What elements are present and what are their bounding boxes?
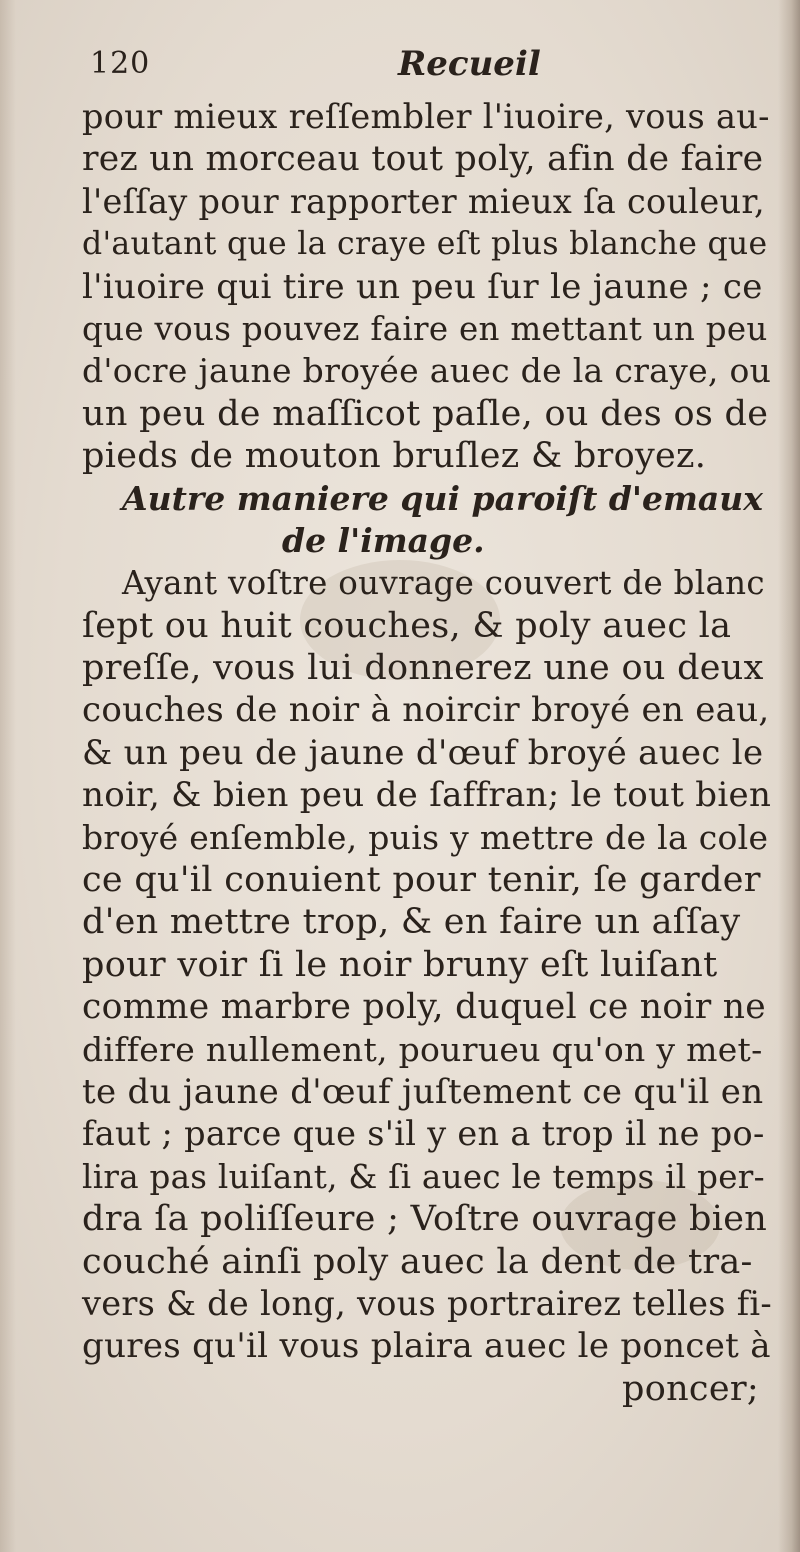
text-line: noir, & bien peu de ſaffran; le tout bien — [82, 775, 772, 816]
text-line: pour voir ſi le noir bruny eſt luiſant — [82, 944, 718, 985]
text-line: pieds de mouton bruſlez & broyez. — [82, 436, 707, 477]
running-head: Recueil — [398, 44, 541, 84]
catchword: poncer; — [622, 1368, 759, 1409]
text-line: pour mieux reſſembler l'iuoire, vous au- — [82, 97, 770, 136]
text-line: lira pas luiſant, & ſi auec le temps il per- — [82, 1157, 765, 1196]
text-line: d'en mettre trop, & en faire un aſſay — [82, 902, 741, 943]
text-line: & un peu de jaune d'œuf broyé auec le — [82, 732, 764, 773]
text-line: faut ; parce que s'il y en a trop il ne po- — [82, 1114, 765, 1154]
text-line: ce qu'il conuient pour tenir, ſe garder — [82, 860, 761, 901]
text-line: couches de noir à noircir broyé en eau, — [82, 690, 770, 731]
text-line: Ayant voſtre ouvrage couvert de blanc — [122, 564, 765, 603]
text-line: rez un morceau tout poly, afin de faire — [82, 139, 764, 180]
section-heading: Autre maniere qui paroiſt d'emaux — [122, 478, 763, 518]
text-line: preſſe, vous lui donnerez une ou deux — [82, 648, 764, 689]
text-line: broyé enſemble, puis y mettre de la cole — [82, 817, 769, 857]
text-line: d'ocre jaune broyée auec de la craye, ou — [82, 351, 772, 391]
section-heading-continued: de l'image. — [282, 520, 485, 560]
text-line: d'autant que la craye eſt plus blanche que — [82, 226, 768, 263]
text-line: couché ainſi poly auec la dent de tra- — [82, 1241, 753, 1282]
text-line: ſept ou huit couches, & poly auec la — [82, 605, 732, 646]
text-line: gures qu'il vous plaira auec le poncet à — [82, 1326, 771, 1367]
text-line: vers & de long, vous portrairez telles fi- — [82, 1283, 773, 1323]
page-header — [90, 40, 740, 96]
text-line: dra ſa poliſſeure ; Voſtre ouvrage bien — [82, 1199, 768, 1240]
page-left-shadow — [0, 0, 16, 1552]
text-line: l'eſſay pour rapporter mieux ſa couleur, — [82, 181, 765, 221]
text-line: l'iuoire qui tire un peu ſur le jaune ; ce — [82, 266, 763, 307]
text-line: differe nullement, pourueu qu'on y met- — [82, 1029, 763, 1069]
page-right-shadow — [778, 0, 800, 1552]
text-line: un peu de maſſicot paſle, ou des os de — [82, 393, 769, 434]
page-number: 120 — [90, 46, 151, 81]
text-line: comme marbre poly, duquel ce noir ne — [82, 987, 767, 1028]
text-line: te du jaune d'œuf juſtement ce qu'il en — [82, 1071, 764, 1112]
text-line: que vous pouvez faire en mettant un peu — [82, 309, 768, 348]
text-block — [82, 96, 772, 1410]
